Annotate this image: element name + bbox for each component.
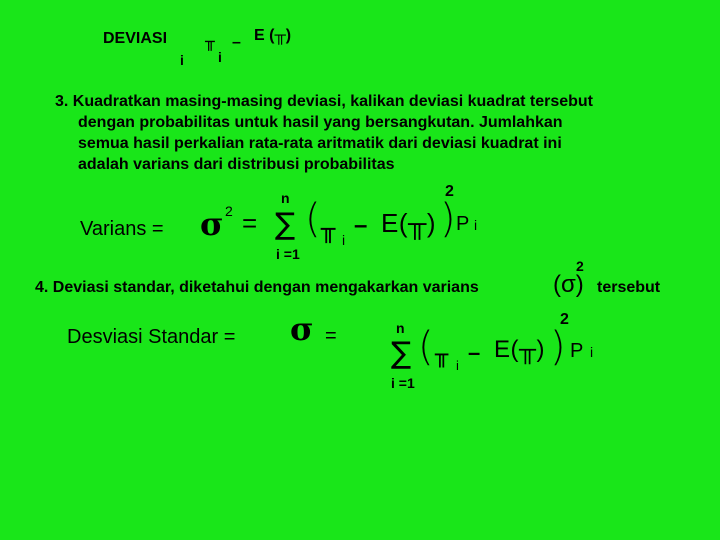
probability-term: P bbox=[570, 340, 584, 362]
right-paren: ) bbox=[550, 324, 566, 370]
minus-sign: – bbox=[468, 340, 481, 365]
varians-label: Varians = bbox=[80, 218, 164, 240]
pi-symbol: ╥ bbox=[435, 343, 449, 368]
step4-text: 4. Deviasi standar, diketahui dengan mengakarkan varians bbox=[35, 279, 479, 296]
outer-power: 2 bbox=[445, 183, 454, 200]
deviasi-sub-i-left: i bbox=[180, 52, 184, 68]
sum-symbol: ∑ bbox=[275, 207, 296, 242]
right-paren: ) bbox=[440, 196, 456, 242]
sum-symbol: ∑ bbox=[391, 336, 412, 371]
minus-sign: – bbox=[354, 212, 368, 239]
sigma-paren: (σ) bbox=[553, 271, 584, 298]
sigma-power: 2 bbox=[225, 203, 233, 219]
equals-sign: = bbox=[242, 208, 258, 238]
minus-sign: – bbox=[232, 34, 241, 51]
expectation-term: E(╥) bbox=[494, 336, 545, 363]
step4-suffix: tersebut bbox=[597, 279, 661, 296]
sigma-paren-power: 2 bbox=[576, 258, 584, 274]
deviasi-label: DEVIASI bbox=[103, 30, 168, 47]
outer-power: 2 bbox=[560, 311, 569, 328]
sum-upper-limit: n bbox=[281, 190, 290, 206]
step3-paragraph bbox=[55, 91, 695, 175]
step3-line: dengan probabilitas untuk hasil yang bersangkutan. Jumlahkan bbox=[78, 114, 563, 131]
expectation-term: E (╥) bbox=[254, 27, 292, 44]
pi-symbol: ╥ bbox=[205, 32, 215, 51]
sigma-symbol: σ bbox=[200, 205, 224, 243]
deviasi-sub-i: i bbox=[218, 49, 222, 65]
pi-subscript: i bbox=[342, 232, 346, 248]
sum-lower-limit: i =1 bbox=[276, 246, 300, 262]
std-label: Desviasi Standar = bbox=[67, 326, 236, 348]
step3-line: semua hasil perkalian rata-rata aritmatik dari deviasi kuadrat ini bbox=[78, 135, 562, 152]
step3-line: adalah varians dari distribusi probabilitas bbox=[78, 156, 395, 173]
probability-term: P bbox=[456, 213, 470, 235]
expectation-term: E(╥) bbox=[381, 208, 437, 238]
step3-line: 3. Kuadratkan masing-masing deviasi, kalikan deviasi kuadrat tersebut bbox=[55, 93, 593, 110]
equals-sign: = bbox=[325, 325, 337, 347]
pi-subscript: i bbox=[456, 358, 459, 373]
left-paren: ( bbox=[418, 324, 434, 370]
sum-lower-limit: i =1 bbox=[391, 375, 415, 391]
sigma-symbol: σ bbox=[290, 310, 314, 348]
pi-symbol: ╥ bbox=[321, 215, 336, 243]
probability-subscript: i bbox=[474, 217, 478, 233]
probability-subscript: i bbox=[590, 344, 594, 360]
sum-upper-limit: n bbox=[396, 320, 405, 336]
left-paren: ( bbox=[305, 196, 321, 242]
